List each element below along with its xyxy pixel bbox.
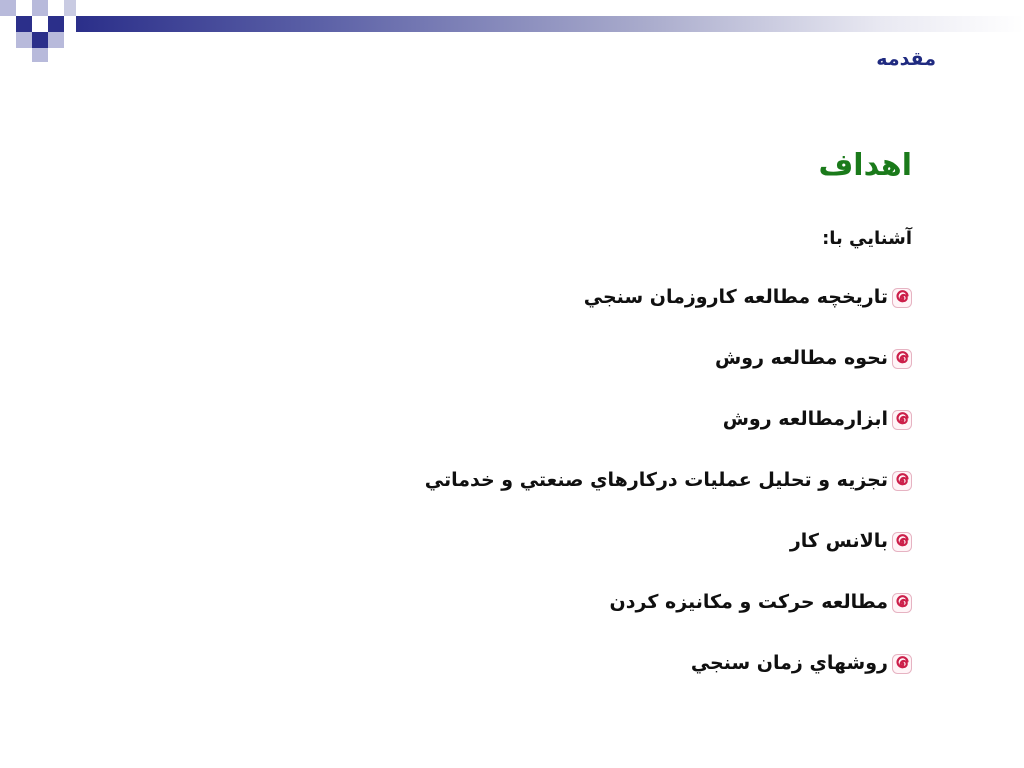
intro-text: آشنايي با:	[822, 228, 912, 249]
decor-square	[0, 0, 16, 16]
list-item	[112, 585, 912, 646]
objective-text: نحوه مطالعه روش	[715, 347, 888, 369]
decor-square	[16, 16, 32, 32]
slide-title: اهداف	[818, 148, 912, 183]
list-item	[112, 280, 912, 341]
decor-square	[32, 0, 48, 16]
list-item	[112, 646, 912, 707]
spiral-bullet-icon	[892, 288, 912, 308]
objective-text: تاريخچه مطالعه كاروزمان سنجي	[583, 286, 888, 308]
objective-text: مطالعه حركت و مكانيزه كردن	[609, 591, 888, 613]
spiral-bullet-icon	[892, 593, 912, 613]
spiral-bullet-icon	[892, 349, 912, 369]
objectives-list	[112, 280, 912, 707]
objective-text: تجزيه و تحليل عمليات دركارهاي صنعتي و خدماتي	[424, 469, 888, 491]
spiral-bullet-icon	[892, 654, 912, 674]
list-item	[112, 463, 912, 524]
header-band	[76, 16, 1024, 32]
list-item	[112, 341, 912, 402]
list-item	[112, 402, 912, 463]
section-label: مقدمه	[876, 48, 936, 70]
decor-square	[32, 48, 48, 62]
list-item	[112, 524, 912, 585]
spiral-bullet-icon	[892, 471, 912, 491]
objective-text: ابزارمطالعه روش	[722, 408, 888, 430]
spiral-bullet-icon	[892, 410, 912, 430]
decor-square	[16, 32, 32, 48]
decor-square	[64, 0, 76, 16]
decor-square	[32, 32, 48, 48]
decor-square	[48, 32, 64, 48]
decor-square	[48, 16, 64, 32]
objective-text: بالانس كار	[789, 530, 888, 552]
spiral-bullet-icon	[892, 532, 912, 552]
objective-text: روشهاي زمان سنجي	[690, 652, 888, 674]
